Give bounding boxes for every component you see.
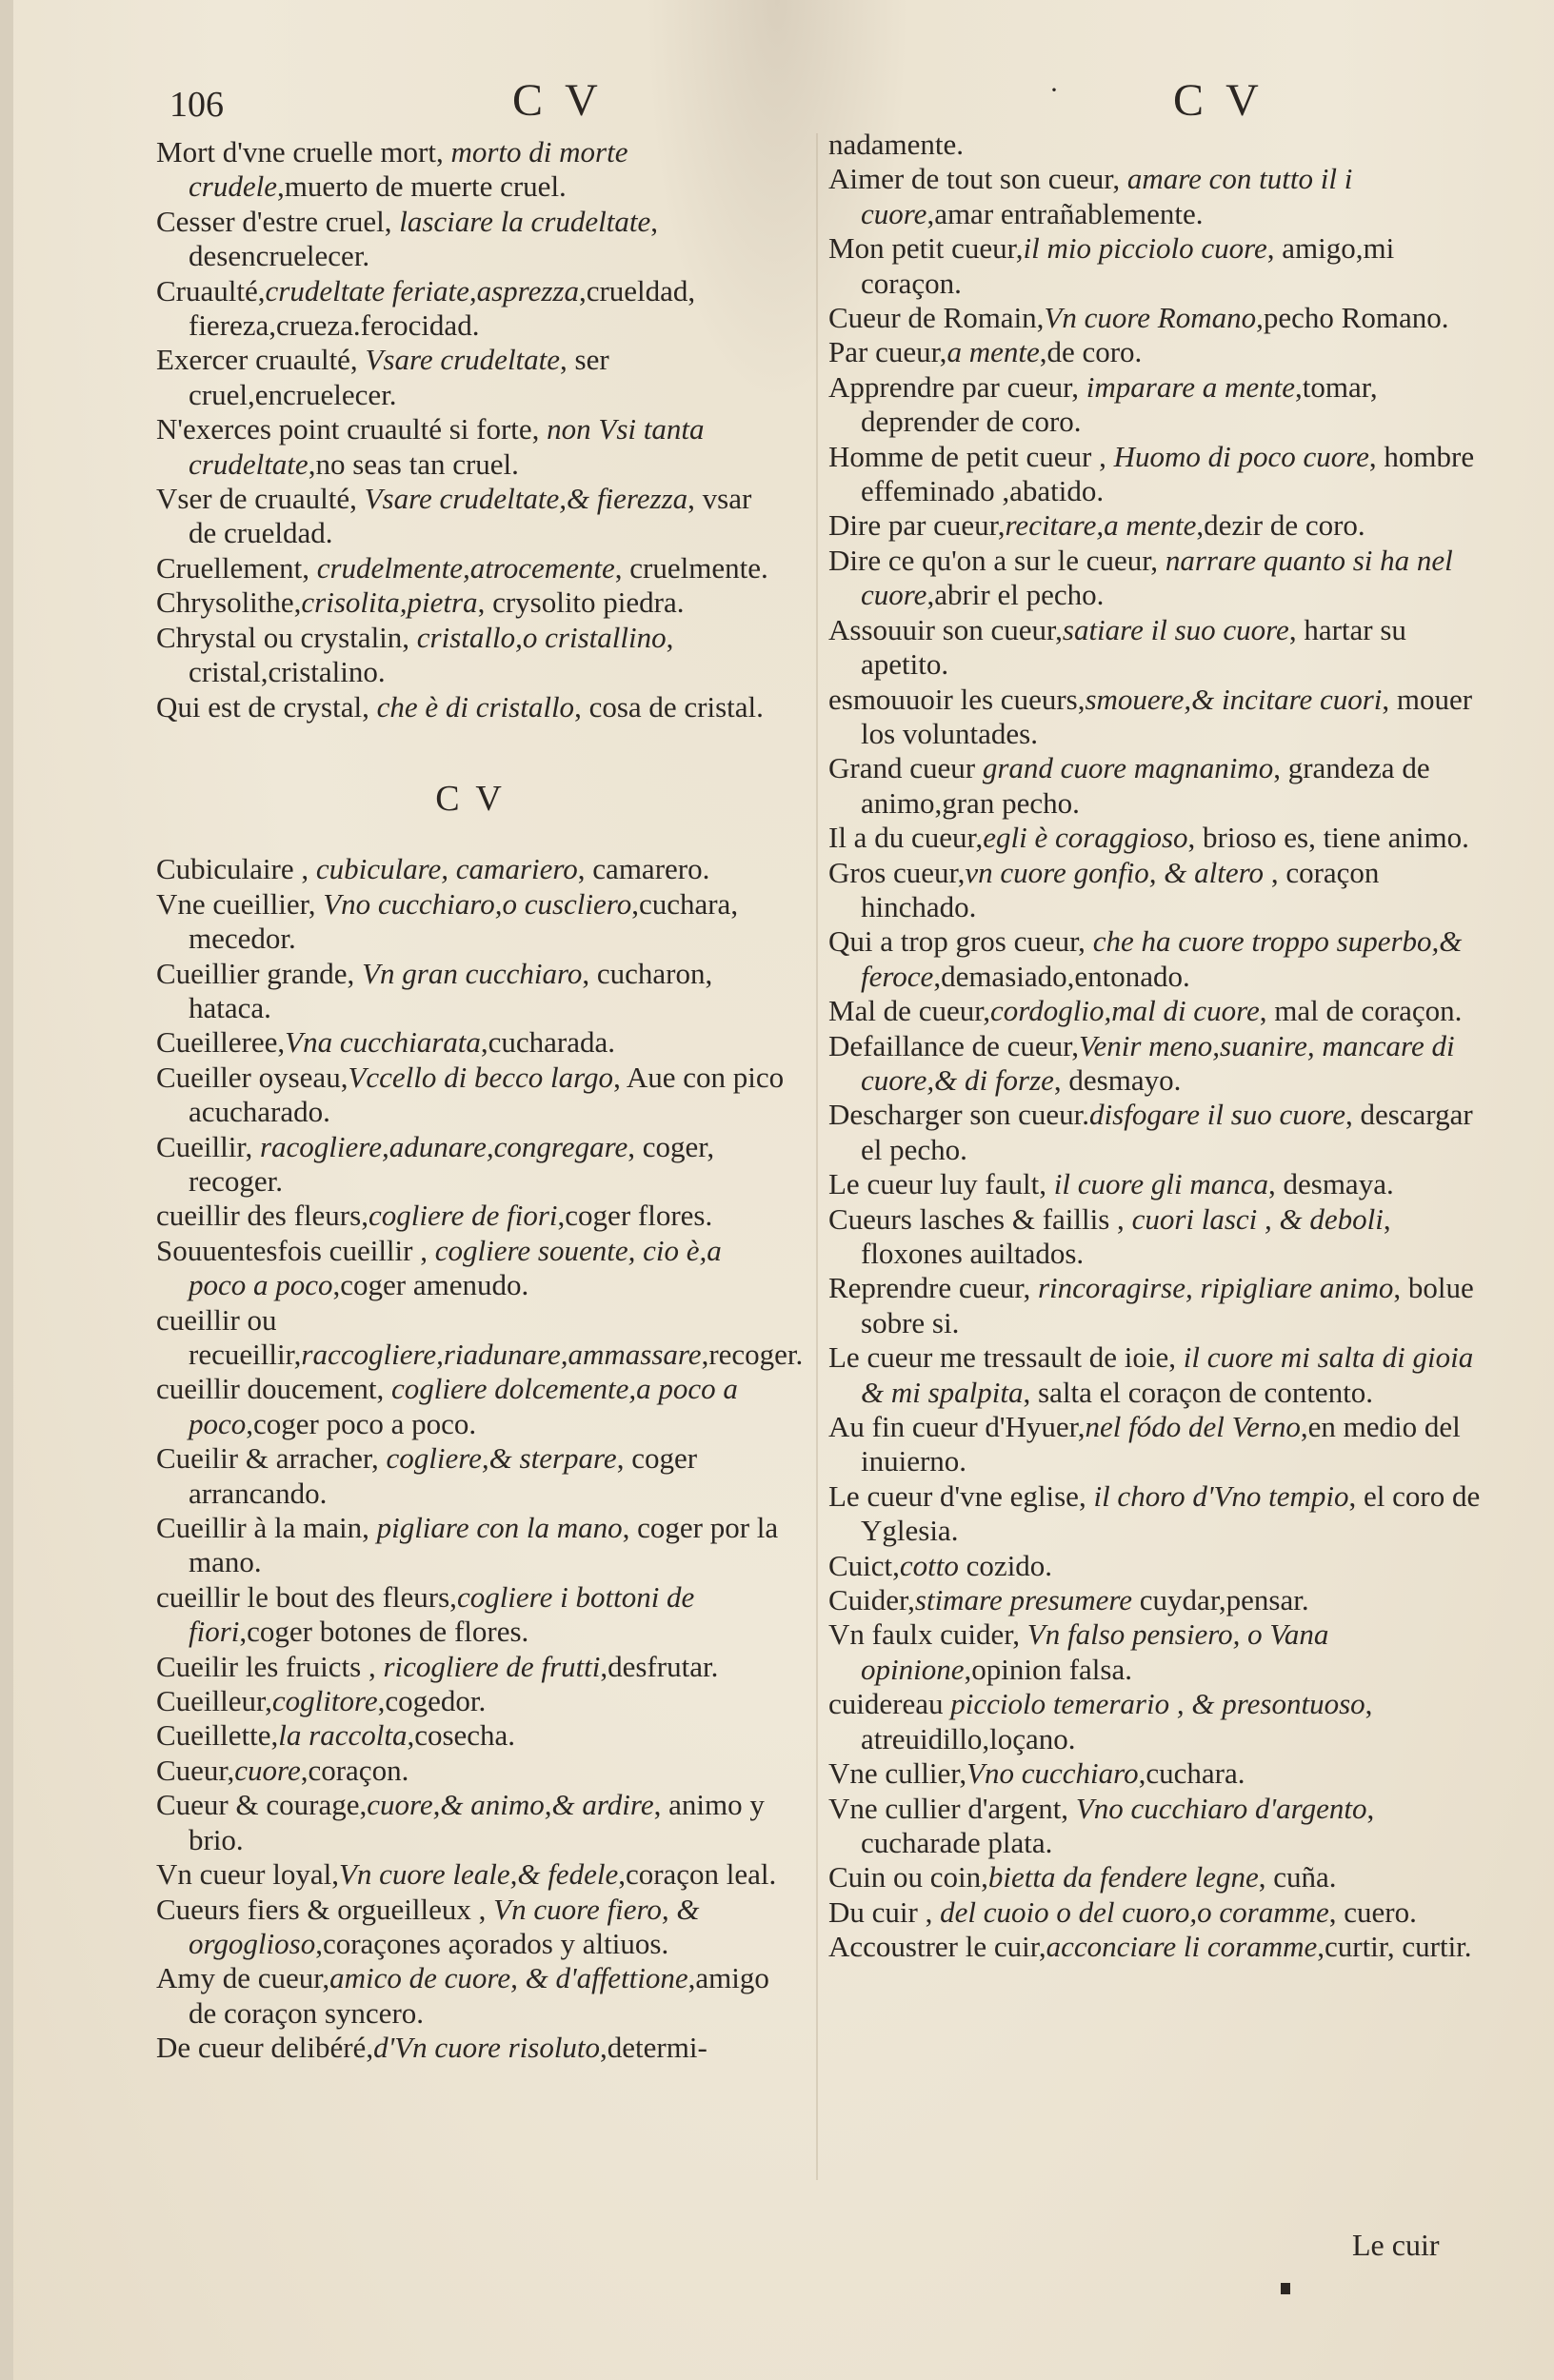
entry-spanish: , Aue con pico acucharado. xyxy=(189,1060,785,1129)
entry-headword: Vne cueillier, xyxy=(156,886,324,921)
entry-italian: raccogliere,riadunare,ammassare xyxy=(301,1338,702,1371)
entry-spanish: ,determi- xyxy=(600,2031,707,2065)
entry-headword: Cueur de Romain, xyxy=(828,301,1045,335)
entry-headword: Grand cueur xyxy=(828,751,983,785)
entry-headword: Au fin cueur d'Hyuer, xyxy=(828,1410,1086,1444)
entry-spanish: ,tomar, deprender de coro. xyxy=(861,369,1378,439)
entry-headword: Vser de cruaulté, xyxy=(156,482,365,516)
entry-italian: racogliere,adunare,congregare xyxy=(259,1129,628,1163)
dictionary-entry xyxy=(156,621,785,690)
entry-spanish: , amigo,mi coraçon. xyxy=(861,231,1395,300)
running-head-left: C V xyxy=(512,75,604,126)
entry-spanish: ,amar entrañablemente. xyxy=(926,196,1204,230)
dictionary-entry xyxy=(156,274,785,344)
dictionary-entry xyxy=(828,924,1485,994)
entry-spanish: , coger, recoger. xyxy=(189,1129,715,1198)
dictionary-entry xyxy=(828,683,1485,752)
entry-spanish: , coraçon hinchado. xyxy=(861,855,1380,923)
entry-headword: Souuentesfois cueillir , xyxy=(156,1233,435,1267)
entry-spanish: , cuña. xyxy=(1258,1860,1337,1894)
entry-spanish: ,cuchara. xyxy=(1138,1756,1245,1791)
entry-spanish: ,muerto de muerte cruel. xyxy=(276,169,567,204)
entry-headword: Assouuir son cueur, xyxy=(828,612,1063,646)
left-column xyxy=(156,135,804,2066)
entry-spanish: ,abrir el pecho. xyxy=(926,578,1105,612)
entry-italian: che ha cuore troppo superbo,& feroce xyxy=(861,924,1463,993)
entry-italian: cogliere,& sterpare xyxy=(386,1441,617,1476)
dictionary-entry xyxy=(828,231,1485,301)
entry-spanish: , cucharon, hataca. xyxy=(189,956,713,1024)
entry-italian: cristallo,o cristallino xyxy=(416,620,667,654)
entry-headword: Amy de cueur, xyxy=(156,1961,330,1995)
entry-spanish: ,coraçon leal. xyxy=(618,1857,777,1892)
entry-spanish: ,en medio del inuierno. xyxy=(861,1410,1461,1478)
entry-italian: Vn falso pensiero, o Vana opinione xyxy=(861,1617,1329,1686)
entry-italian: Venir meno,suanire, mancare di cuore,& di forze xyxy=(861,1028,1455,1097)
entry-headword: Cueillier grande, xyxy=(156,956,363,990)
dictionary-entry xyxy=(156,1580,785,1650)
entry-spanish: , salta el coraçon de contento. xyxy=(1023,1375,1374,1409)
entry-italian: la raccolta xyxy=(278,1718,408,1753)
entry-italian: Vn cuore Romano xyxy=(1044,301,1257,335)
dictionary-entry xyxy=(156,1650,785,1684)
dictionary-entry xyxy=(828,370,1485,440)
entry-spanish: nadamente. xyxy=(828,128,965,161)
entry-headword: esmouuoir les cueurs, xyxy=(828,682,1086,716)
entry-italian: cotto xyxy=(899,1548,959,1582)
entry-headword: Cueillette, xyxy=(156,1718,279,1753)
entry-spanish: , bolue sobre si. xyxy=(861,1271,1474,1339)
entry-headword: Descharger son cueur. xyxy=(828,1098,1090,1132)
entry-italian: rincoragirse, ripigliare animo xyxy=(1037,1271,1394,1305)
entry-italian: crisolita,pietra xyxy=(301,585,478,620)
entry-spanish: , grandeza de animo,gran pecho. xyxy=(861,751,1430,820)
dictionary-entry xyxy=(828,301,1485,335)
entry-spanish: , desmayo. xyxy=(1053,1062,1182,1097)
entry-italian: il cuore gli manca xyxy=(1053,1167,1268,1201)
entry-spanish: , coger arrancando. xyxy=(189,1441,698,1510)
entry-headword: Le cueur d'vne eglise, xyxy=(828,1478,1094,1513)
entry-headword: Qui est de crystal, xyxy=(156,689,377,724)
entry-spanish: , el coro de Yglesia. xyxy=(861,1478,1481,1548)
dictionary-entry xyxy=(828,1583,1485,1617)
entry-headword: Cueillir à la main, xyxy=(156,1511,377,1545)
dictionary-entry xyxy=(156,1130,785,1200)
entry-spanish: , mouer los voluntades. xyxy=(861,682,1473,750)
dictionary-entry xyxy=(828,508,1485,543)
dictionary-entry xyxy=(156,1511,785,1580)
dictionary-entry xyxy=(828,1029,1485,1099)
entry-italian: Vsare crudeltate,& fierezza xyxy=(364,482,688,516)
entry-spanish: cozido. xyxy=(958,1548,1053,1582)
entry-spanish: , brioso es, tiene animo. xyxy=(1187,821,1469,855)
entry-headword: cueillir ou recueillir, xyxy=(156,1302,302,1371)
entry-spanish: , hartar su apetito. xyxy=(861,612,1406,682)
entry-spanish: ,de coro. xyxy=(1039,335,1143,369)
running-head-right: C V xyxy=(1173,75,1265,126)
entry-headword: Cruaulté, xyxy=(156,273,266,307)
entry-italian: cuore,& animo,& ardire xyxy=(367,1788,654,1822)
entry-headword: Par cueur, xyxy=(828,335,947,369)
entry-spanish: ,cogedor. xyxy=(377,1684,487,1718)
dictionary-entry xyxy=(156,135,785,205)
entry-headword: Cueilir & arracher, xyxy=(156,1441,387,1476)
entry-italian: egli è coraggioso xyxy=(983,821,1188,855)
entry-italian: cubiculare, camariero xyxy=(315,852,578,886)
entry-headword: Vn cueur loyal, xyxy=(156,1857,339,1892)
entry-italian: crudeltate feriate,asprezza xyxy=(265,273,579,307)
entry-spanish: , animo y brio. xyxy=(189,1788,765,1856)
entry-italian: Vccello di becco largo xyxy=(348,1060,614,1094)
entry-italian: cuori lasci , & deboli xyxy=(1131,1201,1384,1236)
dictionary-entry xyxy=(156,1061,785,1130)
entry-headword: Le cueur me tressault de ioie, xyxy=(828,1340,1184,1375)
entry-headword: Exercer cruaulté, xyxy=(156,343,366,377)
dictionary-entry xyxy=(156,1718,785,1753)
entry-italian: Vno cucchiaro xyxy=(966,1756,1139,1791)
entry-spanish: ,cuchara, mecedor. xyxy=(189,886,739,956)
entry-headword: Cueilir les fruicts , xyxy=(156,1649,384,1683)
entry-spanish: , atreuidillo,loçano. xyxy=(861,1687,1373,1755)
entry-headword: Cubiculaire , xyxy=(156,852,316,886)
entry-italian: recitare,a mente xyxy=(1005,508,1197,543)
entry-spanish: ,coger flores. xyxy=(557,1199,713,1233)
dictionary-entry xyxy=(828,1202,1485,1272)
entry-italian: Vn gran cucchiaro xyxy=(362,956,583,990)
entry-headword: Vn faulx cuider, xyxy=(828,1617,1027,1652)
dictionary-entry xyxy=(828,1549,1485,1583)
catchword: Le cuir xyxy=(1352,2228,1440,2262)
dictionary-entry xyxy=(156,957,785,1026)
entry-headword: N'exerces point cruaulté si forte, xyxy=(156,412,548,446)
entry-italian: il cuore mi salta di gioia & mi spalpita xyxy=(861,1340,1474,1409)
entry-headword: Cueilleur, xyxy=(156,1684,272,1718)
column-gutter xyxy=(816,133,818,2180)
entry-italian: smouere,& incitare cuori xyxy=(1085,682,1383,716)
entry-italian: che è di cristallo xyxy=(376,689,575,724)
entry-spanish: , desencruelecer. xyxy=(189,204,658,273)
signature-mark xyxy=(1281,2283,1290,2294)
entry-headword: Cruellement, xyxy=(156,550,317,585)
left-entries-section-2 xyxy=(156,852,804,2065)
dictionary-entry xyxy=(828,1756,1485,1791)
entry-italian: picciolo temerario , & presontuoso xyxy=(950,1687,1365,1721)
entry-headword: Cesser d'estre cruel, xyxy=(156,204,400,238)
dictionary-entry xyxy=(828,544,1485,613)
entry-spanish: ,recoger. xyxy=(701,1338,804,1371)
dictionary-entry xyxy=(156,1302,804,1373)
dictionary-entry xyxy=(828,613,1485,683)
dictionary-entry xyxy=(828,1167,1485,1201)
entry-italian: grand cuore magnanimo xyxy=(982,751,1274,785)
dictionary-entry xyxy=(828,1895,1485,1930)
entry-headword: Mal de cueur, xyxy=(828,994,991,1028)
entry-spanish: , cuero. xyxy=(1328,1894,1417,1929)
section-heading: C V xyxy=(435,778,506,819)
entry-spanish: , desmaya. xyxy=(1268,1167,1394,1201)
entry-italian: del cuoio o del cuoro,o coramme xyxy=(940,1894,1329,1929)
entry-italian: ricogliere de frutti xyxy=(383,1649,601,1683)
entry-italian: cogliere souente, cio è,a poco a poco xyxy=(189,1233,722,1302)
entry-italian: disfogare il suo cuore xyxy=(1089,1098,1345,1132)
entry-headword: cueillir des fleurs, xyxy=(156,1199,369,1233)
dictionary-entry xyxy=(156,2031,785,2065)
entry-italian: amico de cuore, & d'affettione xyxy=(329,1961,688,1995)
entry-headword: Dire ce qu'on a sur le cueur, xyxy=(828,543,1166,577)
entry-italian: bietta da fendere legne xyxy=(987,1860,1259,1894)
entry-spanish: , crysolito piedra. xyxy=(477,585,685,620)
entry-headword: Cueurs fiers & orgueilleux , xyxy=(156,1892,494,1926)
dictionary-entry xyxy=(828,162,1485,231)
dictionary-entry xyxy=(156,1857,785,1892)
entry-headword: Cueillir, xyxy=(156,1129,260,1163)
entry-headword: Defaillance de cueur, xyxy=(828,1028,1079,1062)
entry-italian: a mente xyxy=(946,335,1040,369)
entry-italian: cogliere de fiori xyxy=(368,1199,558,1233)
dictionary-entry xyxy=(828,128,1485,162)
entry-headword: Vne cullier, xyxy=(828,1756,967,1791)
dictionary-entry xyxy=(156,887,785,957)
entry-italian: morto di morte crudele xyxy=(189,135,628,204)
entry-italian: stimare presumere xyxy=(914,1583,1133,1617)
entry-italian: Vno cucchiaro,o cuscliero xyxy=(323,886,632,921)
entry-spanish: ,dezir de coro. xyxy=(1196,508,1365,543)
dictionary-entry xyxy=(828,1860,1485,1894)
entry-spanish: , mal de coraçon. xyxy=(1259,994,1463,1028)
entry-headword: Il a du cueur, xyxy=(828,821,984,855)
entry-italian: nel fódo del Verno xyxy=(1085,1410,1301,1444)
entry-italian: vn cuore gonfio, & altero xyxy=(965,855,1265,889)
entry-italian: lasciare la crudeltate xyxy=(399,204,651,238)
dictionary-entry xyxy=(828,1098,1485,1167)
entry-italian: cordoglio,mal di cuore xyxy=(990,994,1260,1028)
entry-headword: cueillir le bout des fleurs, xyxy=(156,1579,457,1614)
entry-headword: Accoustrer le cuir, xyxy=(828,1930,1046,1964)
entry-italian: il choro d'Vno tempio xyxy=(1093,1478,1349,1513)
entry-italian: Vno cucchiaro d'argento xyxy=(1075,1791,1367,1825)
entry-spanish: , cucharade plata. xyxy=(861,1791,1375,1859)
entry-headword: cuidereau xyxy=(828,1687,951,1721)
entry-spanish: , coger por la mano. xyxy=(189,1511,779,1579)
header-dot: · xyxy=(1049,74,1059,106)
dictionary-entry xyxy=(828,994,1485,1028)
dictionary-entry xyxy=(156,1025,785,1060)
entry-spanish: , vsar de crueldad. xyxy=(189,482,752,550)
entry-headword: Qui a trop gros cueur, xyxy=(828,924,1093,959)
entry-italian: coglitore xyxy=(271,1684,378,1718)
page-number: 106 xyxy=(169,85,224,125)
entry-headword: De cueur delibéré, xyxy=(156,2031,374,2065)
dictionary-entry xyxy=(156,1684,785,1718)
dictionary-entry xyxy=(828,1930,1485,1964)
dictionary-entry xyxy=(156,1788,785,1857)
entry-italian: narrare quanto si ha nel cuore xyxy=(861,543,1453,612)
entry-spanish: ,desfrutar. xyxy=(600,1649,719,1683)
entry-italian: il mio picciolo cuore xyxy=(1023,231,1267,266)
entry-headword: Du cuir , xyxy=(828,1894,941,1929)
dictionary-entry xyxy=(156,205,785,274)
entry-headword: Mort d'vne cruelle mort, xyxy=(156,135,451,169)
entry-italian: crudelmente,atrocemente xyxy=(316,550,615,585)
dictionary-entry xyxy=(828,1340,1485,1410)
entry-headword: Le cueur luy fault, xyxy=(828,1167,1054,1201)
entry-headword: Cuict, xyxy=(828,1548,900,1582)
dictionary-entry xyxy=(156,1441,785,1511)
entry-spanish: ,coger botones de flores. xyxy=(239,1615,529,1649)
entry-spanish: ,coraçones açorados y altiuos. xyxy=(315,1926,669,1960)
entry-spanish: ,coraçon. xyxy=(300,1753,409,1787)
dictionary-entry xyxy=(828,1792,1485,1861)
dictionary-entry xyxy=(828,1687,1485,1756)
dictionary-entry xyxy=(156,852,785,886)
entry-spanish: , descargar el pecho. xyxy=(861,1098,1473,1166)
dictionary-entry xyxy=(156,1234,785,1303)
dictionary-entry xyxy=(156,412,785,482)
right-column xyxy=(828,128,1485,1965)
dictionary-entry xyxy=(828,440,1485,509)
entry-spanish: ,demasiado,entonado. xyxy=(933,959,1190,993)
entry-spanish: ,crueldad, fiereza,crueza.ferocidad. xyxy=(189,273,696,343)
entry-spanish: ,pecho Romano. xyxy=(1256,301,1449,335)
entry-italian: satiare il suo cuore xyxy=(1062,612,1289,646)
dictionary-entry xyxy=(156,551,785,585)
entry-italian: cogliere i bottoni de fiori xyxy=(189,1579,695,1649)
entry-spanish: cuydar,pensar. xyxy=(1132,1583,1309,1617)
left-entries xyxy=(156,135,785,724)
dictionary-entry xyxy=(828,751,1485,821)
entry-italian: imparare a mente xyxy=(1086,369,1296,404)
dictionary-entry xyxy=(156,482,785,551)
entry-italian: Vn cuore fiero, & orgoglioso xyxy=(189,1892,700,1960)
entry-spanish: , cristal,cristalino. xyxy=(189,620,674,689)
entry-spanish: ,cosecha. xyxy=(407,1718,516,1753)
dictionary-entry xyxy=(828,856,1485,925)
entry-spanish: ,cucharada. xyxy=(480,1025,616,1060)
entry-spanish: ,coger amenudo. xyxy=(332,1268,529,1302)
entry-headword: Chrystal ou crystalin, xyxy=(156,620,417,654)
dictionary-entry xyxy=(156,1961,785,2031)
entry-italian: pigliare con la mano xyxy=(376,1511,623,1545)
entry-headword: Cuin ou coin, xyxy=(828,1860,988,1894)
entry-headword: Apprendre par cueur, xyxy=(828,369,1086,404)
entry-spanish: , cosa de cristal. xyxy=(574,689,764,724)
entry-headword: Mon petit cueur, xyxy=(828,231,1024,266)
entry-headword: Vne cullier d'argent, xyxy=(828,1791,1076,1825)
dictionary-entry xyxy=(156,1754,785,1788)
dictionary-entry xyxy=(828,821,1485,855)
dictionary-entry xyxy=(828,1271,1485,1340)
entry-spanish: , cruelmente. xyxy=(614,550,768,585)
entry-italian: d'Vn cuore risoluto xyxy=(373,2031,601,2065)
dictionary-entry xyxy=(156,1372,785,1441)
dictionary-entry xyxy=(156,343,785,412)
entry-headword: Reprendre cueur, xyxy=(828,1271,1038,1305)
entry-headword: Cuider, xyxy=(828,1583,915,1617)
entry-headword: Cueilleree, xyxy=(156,1025,286,1060)
entry-spanish: ,coger poco a poco. xyxy=(246,1406,477,1440)
entry-spanish: ,opinion falsa. xyxy=(964,1652,1132,1686)
entry-italian: cuore xyxy=(234,1753,301,1787)
dictionary-entry xyxy=(828,1479,1485,1549)
dictionary-entry xyxy=(828,1617,1485,1687)
dictionary-entry xyxy=(156,1199,785,1233)
entry-italian: acconciare li coramme xyxy=(1046,1930,1318,1964)
entry-spanish: , hombre effeminado ,abatido. xyxy=(861,439,1475,508)
dictionary-entry xyxy=(156,585,785,620)
entry-headword: Gros cueur, xyxy=(828,855,966,889)
dictionary-entry xyxy=(156,1893,785,1962)
entry-headword: Dire par cueur, xyxy=(828,508,1006,543)
entry-italian: amare con tutto il i cuore xyxy=(861,162,1353,230)
dictionary-entry xyxy=(828,335,1485,369)
dictionary-entry xyxy=(156,690,785,724)
entry-spanish: , floxones auiltados. xyxy=(861,1201,1391,1270)
entry-headword: Aimer de tout son cueur, xyxy=(828,162,1127,196)
entry-headword: Chrysolithe, xyxy=(156,585,302,620)
entry-italian: cogliere dolcemente,a poco a poco xyxy=(189,1372,738,1440)
entry-headword: Cueur, xyxy=(156,1753,235,1787)
entry-spanish: ,amigo de coraçon syncero. xyxy=(189,1961,769,2030)
entry-headword: Cueurs lasches & faillis , xyxy=(828,1201,1132,1236)
entry-spanish: , ser cruel,encruelecer. xyxy=(189,343,609,411)
entry-italian: Vn cuore leale,& fedele xyxy=(338,1857,619,1892)
entry-spanish: ,no seas tan cruel. xyxy=(308,446,519,481)
entry-spanish: , camarero. xyxy=(577,852,710,886)
entry-headword: Cueur & courage, xyxy=(156,1788,368,1822)
entry-italian: Huomo di poco cuore xyxy=(1113,439,1369,473)
entry-headword: Cueiller oyseau, xyxy=(156,1060,349,1094)
entry-headword: cueillir doucement, xyxy=(156,1372,392,1406)
entry-italian: Vsare crudeltate xyxy=(365,343,561,377)
entry-italian: Vna cucchiarata xyxy=(285,1025,481,1060)
entry-headword: Homme de petit cueur , xyxy=(828,439,1114,473)
dictionary-entry xyxy=(828,1410,1485,1479)
entry-italian: non Vsi tanta crudeltate xyxy=(189,412,705,481)
entry-spanish: ,curtir, curtir. xyxy=(1317,1930,1472,1964)
